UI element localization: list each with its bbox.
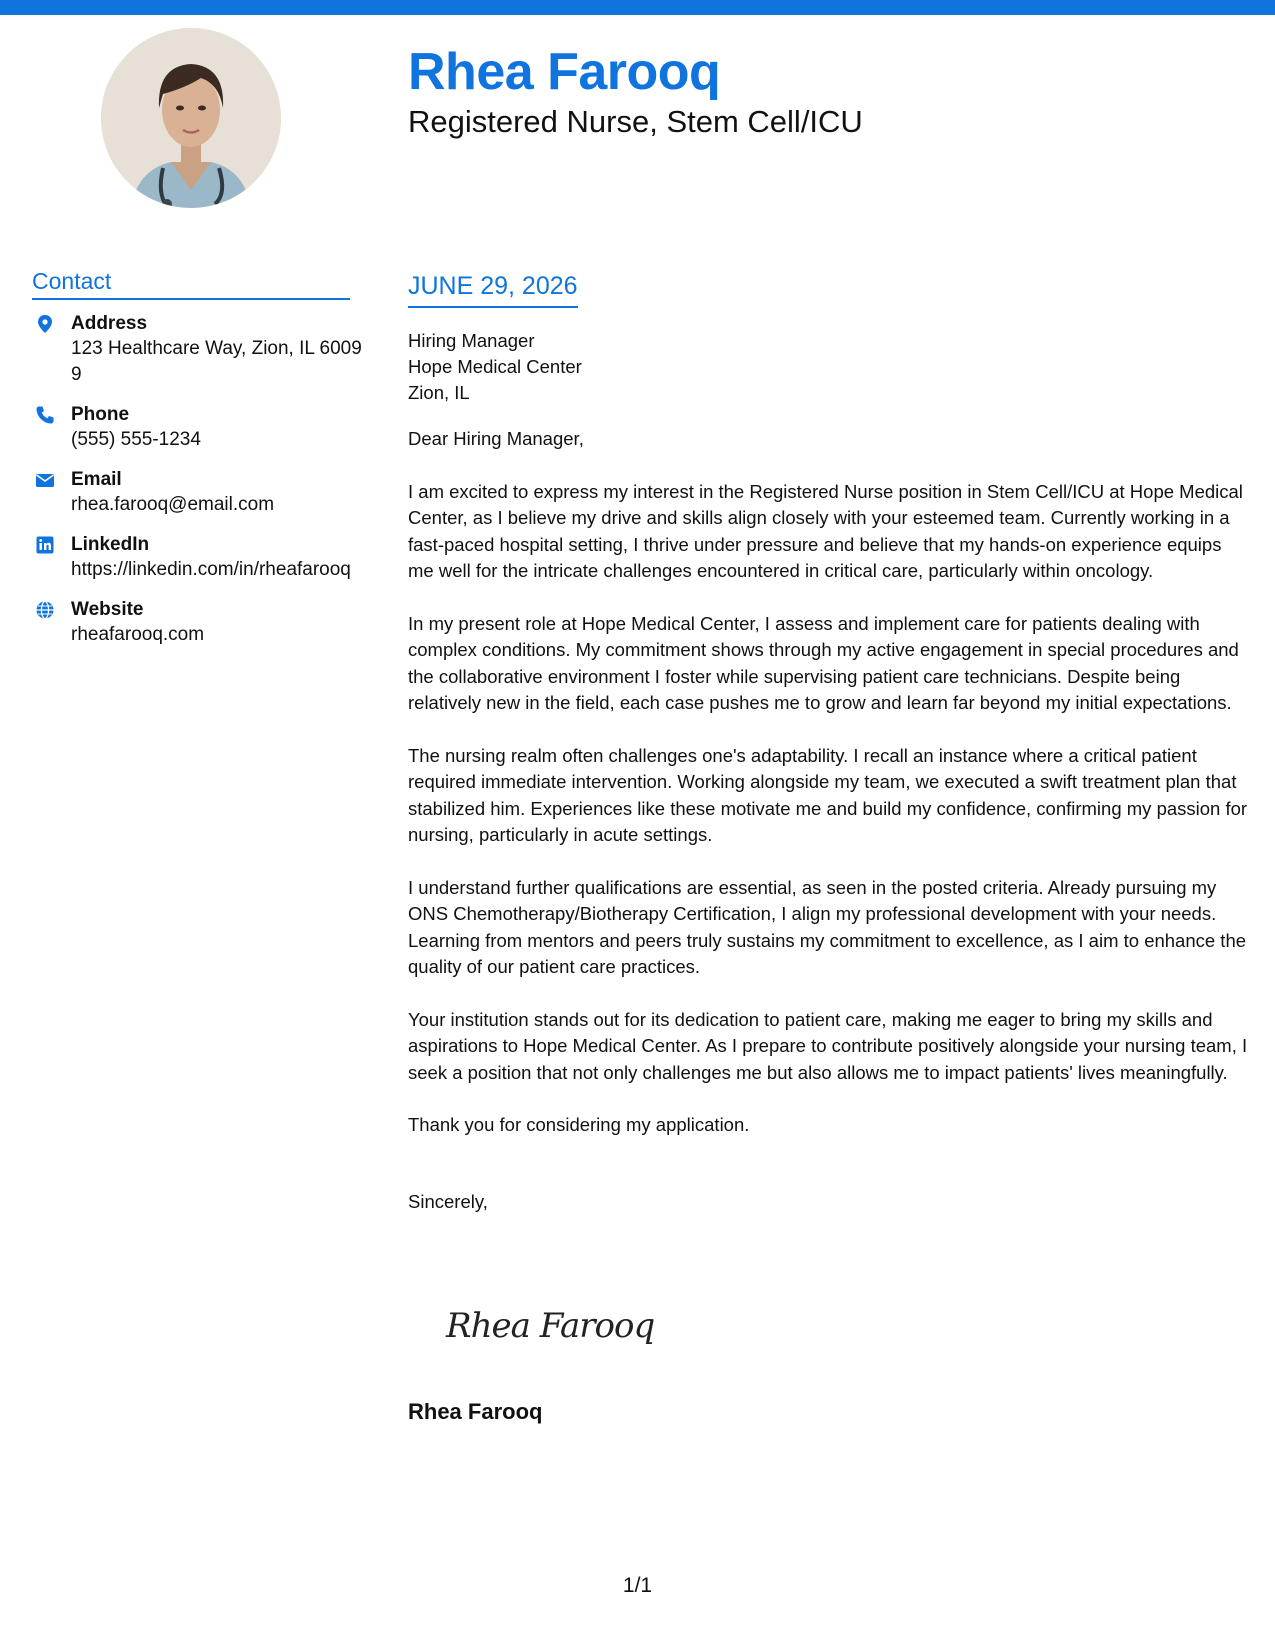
linkedin-icon — [35, 535, 55, 555]
contact-heading: Contact — [32, 266, 350, 300]
handwritten-signature: Rhea Farooq — [446, 1306, 655, 1346]
map-pin-icon — [35, 314, 55, 334]
website-link[interactable]: rheafarooq.com — [71, 624, 205, 645]
applicant-name: Rhea Farooq — [408, 43, 721, 101]
top-accent-bar — [0, 0, 1275, 15]
contact-label: Phone — [71, 404, 130, 425]
body-paragraph: Your institution stands out for its dedication to patient care, making me eager to bring my skills and aspirations to Hope Medical Center. As I prepare to contribute positively alongside your nursing team, I seek a position that not only challenges me but also allows me to impact patients' lives meaningfully. — [408, 1008, 1248, 1083]
phone-icon — [35, 405, 55, 425]
contact-item-address — [32, 312, 362, 388]
avatar-photo — [101, 28, 281, 208]
body-paragraph: I am excited to express my interest in the Registered Nurse position in Stem Cell/ICU at Hope Medical Center, as I believe my drive and skills align closely with your esteemed team. Currently working in a fast-paced hospital setting, I thrive under pressure and believe that my hands-on experience equips me well for the intricate challenges encountered in critical care, particularly within oncology. — [408, 480, 1243, 581]
address-value: 123 Healthcare Way, Zion, IL 60099 — [71, 338, 362, 385]
globe-icon — [35, 600, 55, 620]
contact-label: Email — [71, 469, 122, 490]
salutation: Dear Hiring Manager, — [408, 428, 584, 449]
recipient-line: Zion, IL — [408, 382, 470, 403]
recipient-block — [408, 328, 1248, 406]
recipient-line: Hiring Manager — [408, 330, 535, 351]
job-title: Registered Nurse, Stem Cell/ICU — [408, 104, 863, 139]
contact-label: Address — [71, 313, 148, 334]
contact-item-email — [32, 468, 362, 518]
contact-item-website — [32, 598, 362, 648]
contact-item-linkedin — [32, 533, 362, 583]
avatar — [101, 28, 281, 208]
contact-label: LinkedIn — [71, 534, 150, 555]
linkedin-link[interactable]: https://linkedin.com/in/rheafarooq — [71, 559, 351, 580]
closing: Sincerely, — [408, 1190, 488, 1212]
contact-list — [32, 312, 362, 663]
phone-value: (555) 555-1234 — [71, 429, 201, 450]
letter-date: JUNE 29, 2026 — [408, 270, 578, 308]
body-paragraph: Thank you for considering my application. — [408, 1114, 750, 1135]
recipient-line: Hope Medical Center — [408, 356, 582, 377]
contact-label: Website — [71, 599, 144, 620]
envelope-icon — [35, 470, 55, 490]
body-paragraph: The nursing realm often challenges one's adaptability. I recall an instance where a critical patient required immediate intervention. Working alongside my team, we executed a swift treatment plan that stabilized him. Experiences like these motivate me and build my confidence, confirming my passion for nursing, particularly in acute settings. — [408, 744, 1248, 845]
page-number: 1/1 — [622, 1574, 653, 1597]
contact-item-phone — [32, 403, 362, 453]
body-paragraph: In my present role at Hope Medical Center, I assess and implement care for patients dealing with complex conditions. My commitment shows through my active engagement in special procedures and the collaborative environment I foster while supervising patient care technicians. Despite being relatively new in the field, each case pushes me to grow and learn far beyond my initial expectations. — [408, 612, 1239, 713]
letter-body — [408, 328, 1248, 1241]
body-paragraph: I understand further qualifications are essential, as seen in the posted criteria. Already pursuing my ONS Chemotherapy/Biotherapy Certification, I align my professional development with your needs. Learning from mentors and peers truly sustains my commitment to excellence, as I aim to enhance the quality of our patient care practices. — [408, 876, 1247, 977]
email-link[interactable]: rhea.farooq@email.com — [71, 494, 275, 515]
signed-name: Rhea Farooq — [408, 1399, 543, 1424]
